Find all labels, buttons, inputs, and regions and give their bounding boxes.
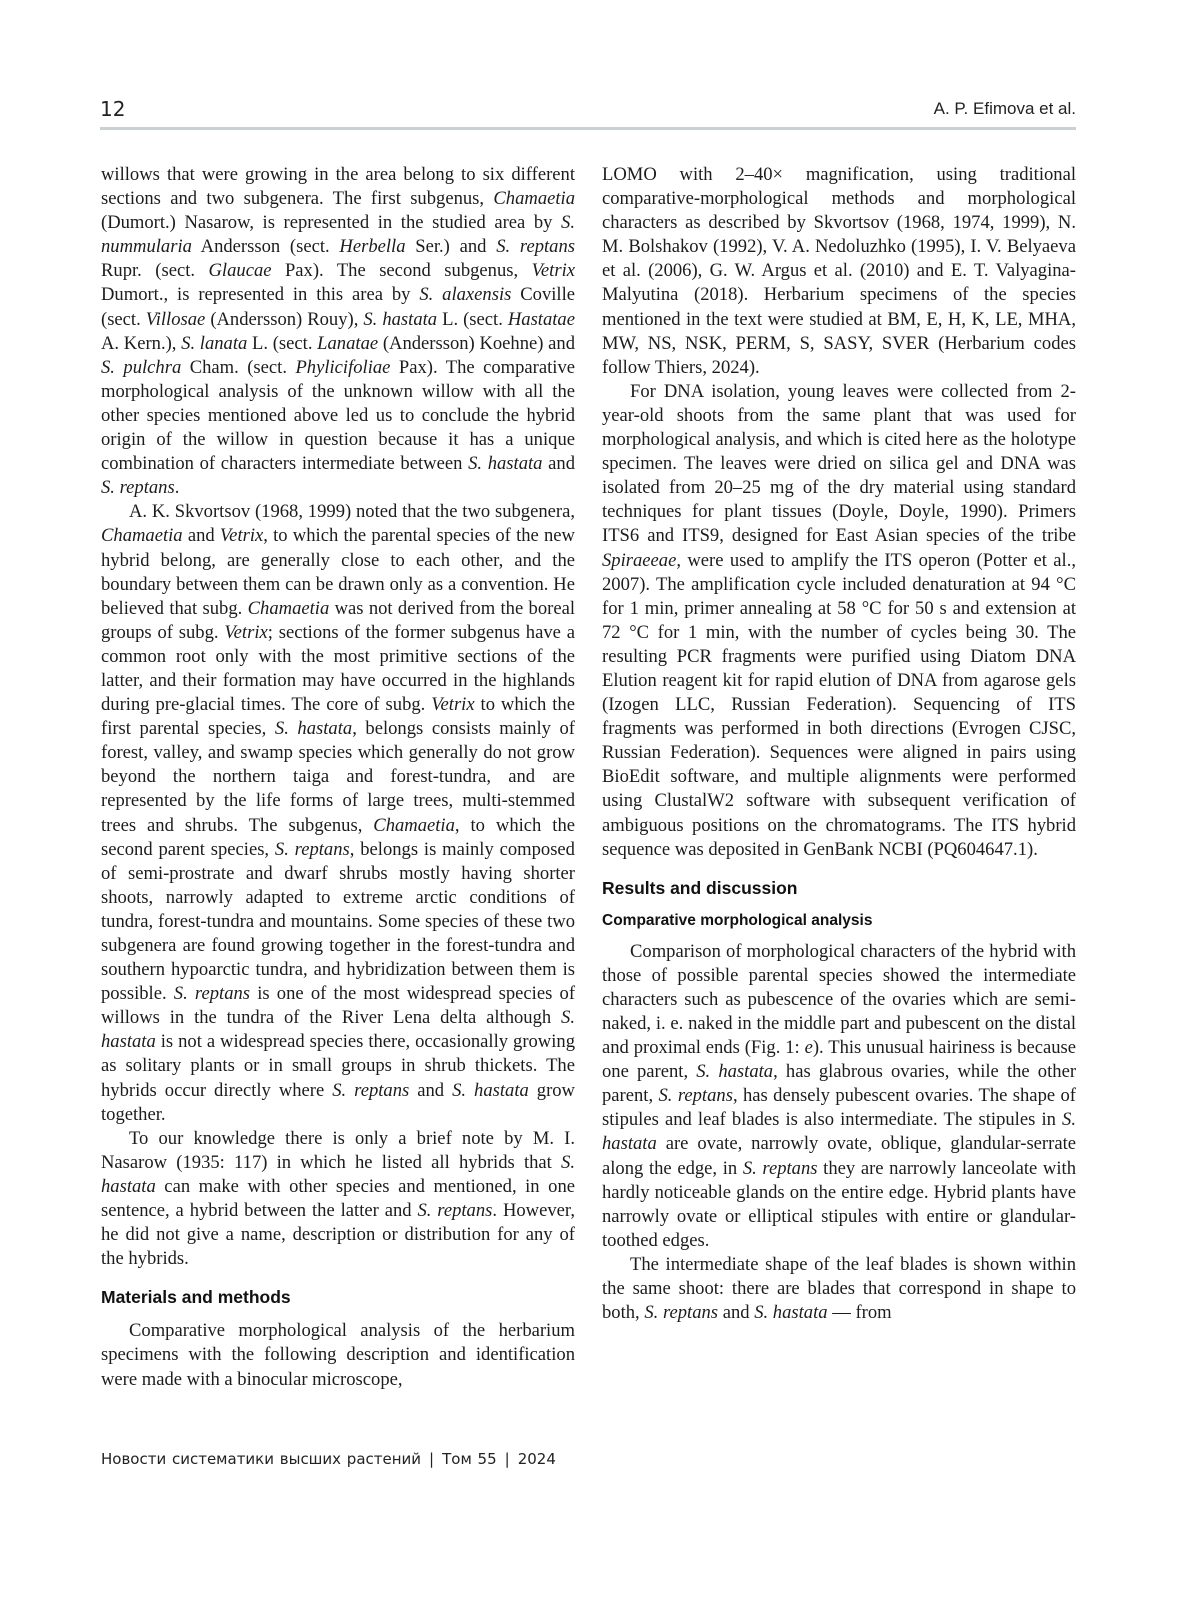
italic-term: e — [804, 1037, 813, 1059]
footer-separator: | — [429, 1450, 435, 1468]
running-head: A. P. Efimova et al. — [933, 99, 1076, 118]
italic-term: S. reptans — [173, 983, 251, 1005]
paragraph: willows that were growing in the area belong to six different sections and two subgenera. The first subgenus, Chamaetia (Dumort.) Nasarow, is represented in the studied area by S. nummularia Andersson (sect. Herbella Ser.) and S. reptans Rupr. (sect. Glaucae Pax). The second subgenus, Vetrix Dumort., is represented in this area by S. alaxensis Coville (sect. Villosae (Andersson) Rouy), S. hastata L. (sect. Hastatae A. Kern.), S. lanata L. (sect. Lanatae (Andersson) Koehne) and S. pulchra Cham. (sect. Phylicifoliae Pax). The comparative morphological analysis of the unknown willow with all the other species mentioned above led us to conclude the hybrid origin of the willow in question because it has a unique combination of characters intermediate between S. hastata and S. reptans. — [101, 164, 576, 499]
italic-term: S. hastata — [754, 1302, 828, 1324]
italic-term: S. hastata — [101, 1151, 575, 1197]
italic-term: S. reptans — [658, 1085, 733, 1107]
right-column — [602, 163, 1076, 1325]
italic-term: Vetrix — [224, 621, 268, 643]
italic-term: S. hastata — [363, 308, 438, 330]
italic-term: S. hastata — [602, 1109, 1076, 1155]
italic-term: Herbella — [339, 236, 406, 258]
paragraph: To our knowledge there is only a brief note by M. I. Nasarow (1935: 117) in which he listed all hybrids that S. hastata can make with other species and mentioned, in one sentence, a hybrid between the latter and S. reptans. However, he did not give a name, description or distribution for any of the hybrids. — [101, 1127, 575, 1270]
italic-term: S. hastata — [452, 1079, 529, 1101]
left-column — [101, 163, 575, 1392]
paragraph: Comparative morphological analysis of the herbarium specimens with the following description and identification were made with a binocular microscope, — [101, 1320, 575, 1390]
subsection-heading-morphological-analysis: Comparative morphological analysis — [602, 911, 873, 929]
italic-term: S. nummularia — [101, 212, 575, 258]
italic-term: S. reptans — [417, 1200, 493, 1222]
italic-term: Hastatae — [507, 308, 575, 330]
italic-term: Chamaetia — [101, 525, 183, 547]
italic-term: S. reptans — [332, 1079, 410, 1101]
italic-term: Lanatae — [317, 332, 379, 354]
page-number: 12 — [100, 97, 126, 121]
journal-year: 2024 — [517, 1450, 556, 1468]
italic-term: Phylicifoliae — [295, 356, 391, 378]
paragraph: LOMO with 2–40× magnification, using traditional comparative-morphological methods and morphological characters as described by Skvortsov (1968, 1974, 1999), N. M. Bolshakov (1992), V. A. Nedoluzhko (1995), I. V. Belyaeva et al. (2006), G. W. Argus et al. (2010) and E. T. Valyagina-Malyutina (2018). Herbarium specimens of the species mentioned in the text were studied at BM, E, H, K, LE, MHA, MW, NS, NSK, PERM, S, SASY, SVER (Herbarium codes follow Thiers, 2024). — [602, 164, 1076, 378]
italic-term: S. reptans — [274, 838, 350, 860]
footer-separator: | — [504, 1450, 510, 1468]
italic-term: Vetrix — [219, 525, 264, 547]
italic-term: S. hastata — [101, 1007, 575, 1053]
italic-term: S. reptans — [101, 477, 175, 499]
italic-term: S. pulchra — [101, 356, 182, 378]
paragraph: Comparison of morphological characters of the hybrid with those of possible parental species showed the intermediate characters such as pubescence of the ovaries which are semi-naked, i. e. naked in the middle part and pubescent on the distal and proximal ends (Fig. 1: e). This unusual hairiness is because one parent, S. hastata, has glabrous ovaries, while the other parent, S. reptans, has densely pubescent ovaries. The shape of stipules and leaf blades is also intermediate. The stipules in S. hastata are ovate, narrowly ovate, oblique, glandular-serrate along the edge, in S. reptans they are narrowly lanceolate with hardly noticeable glands on the entire edge. Hybrid plants have narrowly ovate or elliptical stipules with entire or glandular-toothed edges. — [602, 940, 1077, 1251]
italic-term: S. reptans — [742, 1157, 818, 1179]
italic-term: Chamaetia — [493, 188, 575, 210]
italic-term: Vetrix — [531, 260, 575, 282]
italic-term: Glaucae — [208, 260, 272, 282]
paragraph: For DNA isolation, young leaves were collected from 2-year-old shoots from the same plant that was used for morphological analysis, and which is cited here as the holotype specimen. The leaves were dried on silica gel and DNA was isolated from 20–25 mg of the dry material using standard techniques for plant tissues (Doyle, Doyle, 1990). Primers ITS6 and ITS9, designed for East Asian species of the tribe Spiraeeae, were used to amplify the ITS operon (Potter et al., 2007). The amplification cycle included denaturation at 94 °C for 1 min, primer annealing at 58 °C for 50 s and extension at 72 °C for 1 min, with the number of cycles being 30. The resulting PCR fragments were purified using Diatom DNA Elution reagent kit for rapid elution of DNA from agarose gels (Izogen LLC, Russian Federation). Sequencing of ITS fragments was performed in both directions (Evrogen CJSC, Russian Federation). Sequences were aligned in pairs using BioEdit software, and multiple alignments were performed using ClustalW2 software with subsequent verification of ambiguous positions on the chromatograms. The ITS hybrid sequence was deposited in GenBank NCBI (PQ604647.1). — [602, 380, 1076, 860]
italic-term: S. reptans — [496, 236, 575, 258]
italic-term: Chamaetia — [247, 597, 330, 619]
header-rule — [100, 127, 1076, 130]
journal-title: Новости систематики высших растений — [101, 1450, 422, 1468]
paragraph: A. K. Skvortsov (1968, 1999) noted that the two subgenera, Chamaetia and Vetrix, to which the parental species of the new hybrid belong, are generally close to each other, and the boundary between them can be drawn only as a convention. He believed that subg. Chamaetia was not derived from the boreal groups of subg. Vetrix; sections of the former subgenus have a common root only with the most primitive sections of the latter, and their formation may have occurred in the highlands during pre-glacial times. The core of subg. Vetrix to which the first parental species, S. hastata, belongs consists mainly of forest, valley, and swamp species which generally do not grow beyond the northern taiga and forest-tundra, and are represented by the life forms of large trees, multi-stemmed trees and shrubs. The subgenus, Chamaetia, to which the second parent species, S. reptans, belongs is mainly composed of semi-prostrate and dwarf shrubs mostly having shorter shoots, narrowly adapted to extreme arctic conditions of tundra, forest-tundra and mountains. Some species of these two subgenera are found growing together in the forest-tundra and southern hypoarctic tundra, and hybridization between them is possible. S. reptans is one of the most widespread species of willows in the tundra of the River Lena delta although S. hastata is not a widespread species there, occasionally growing as solitary plants or in small groups in shrub thickets. The hybrids occur directly where S. reptans and S. hastata grow together. — [101, 501, 576, 1125]
italic-term: Spiraeeae — [602, 549, 677, 571]
italic-term: Villosae — [145, 308, 206, 330]
italic-term: S. hastata — [468, 453, 543, 475]
italic-term: Chamaetia — [373, 814, 455, 836]
italic-term: S. reptans — [644, 1302, 719, 1324]
journal-volume: Том 55 — [442, 1450, 497, 1468]
journal-footer — [101, 1450, 556, 1468]
paragraph: The intermediate shape of the leaf blades is shown within the same shoot: there are blades that correspond in shape to both, S. reptans and S. hastata — from — [602, 1253, 1076, 1324]
italic-term: S. lanata — [181, 332, 248, 354]
italic-term: S. alaxensis — [419, 284, 512, 306]
italic-term: Vetrix — [431, 694, 475, 716]
section-heading-materials-methods: Materials and methods — [101, 1287, 291, 1308]
section-heading-results-discussion: Results and discussion — [602, 877, 798, 898]
italic-term: S. hastata — [696, 1061, 774, 1083]
italic-term: S. hastata — [274, 718, 353, 740]
